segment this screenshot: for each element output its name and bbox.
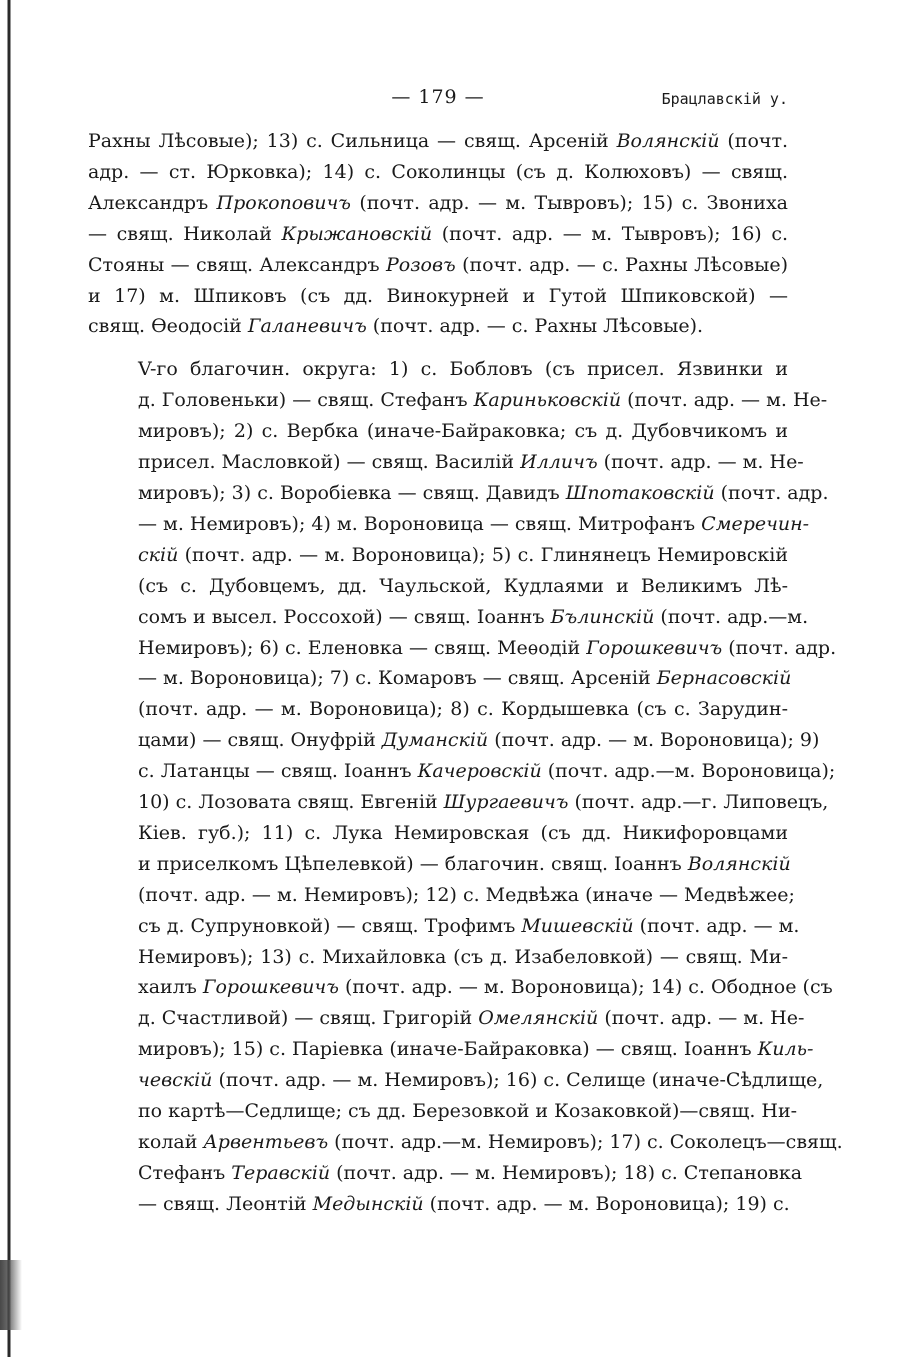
text-segment: Александръ [88,191,217,214]
paragraph [88,126,788,342]
text-segment: — м. Немировъ); 4) м. Вороновица — свящ. Митрофанъ [138,512,702,535]
person-surname: Мишевскій [521,914,634,937]
text-line [88,880,795,911]
text-segment: и 17) м. Шпиковъ (съ дд. Винокурней и Гутой Шпиковской) — [88,284,788,307]
text-segment: мировъ); 2) с. Вербка (иначе-Байраковка; съ д. Дубовчикомъ и [138,420,788,443]
page-header [88,86,788,116]
text-segment: (почт. адр. — м. Немировъ); 18) с. Степановка [330,1161,803,1184]
text-line [88,478,829,509]
text-segment: по картѣ—Седлище; съ дд. Березовкой и Козаковкой)—свящ. Ни- [138,1100,798,1123]
text-line [88,849,791,880]
text-segment: хаилъ [138,976,203,999]
person-surname: Медынскій [312,1192,424,1215]
person-surname: Киль- [757,1038,814,1061]
person-surname: Галаневичъ [247,315,367,338]
text-segment: Немировъ); 6) с. Еленовка — свящ. Меѳодій [138,636,587,659]
text-line [88,157,788,188]
text-line [88,1034,814,1065]
text-segment: (почт. адр.—м. Немировъ); 17) с. Соколецъ—свящ. [328,1131,843,1153]
text-line [88,942,788,973]
paragraph [88,354,843,1219]
text-segment: (почт. адр. — м. Вороновица); 9) [488,729,820,752]
person-surname: Кариньковскій [473,389,622,412]
text-segment: Кіев. губ.); 11) с. Лука Немировская (съ дд. Никифоровцами [138,821,788,844]
text-line [88,818,788,849]
person-surname: Бернасовскій [656,667,792,690]
person-surname: чевскій [138,1069,213,1092]
text-segment: (почт. адр. — м. Тывровъ); 15) с. Звониха [350,191,789,214]
text-segment: сомъ и высел. Россохой) — свящ. Іоаннъ [138,605,551,628]
person-surname: Шпотаковскій [565,481,715,504]
text-segment: (почт. адр.—м. [654,605,809,628]
page-binding-edge [0,0,22,1357]
text-segment: Немировъ); 13) с. Михайловка (съ д. Изабеловкой) — свящ. Ми- [138,945,788,968]
person-surname: Арвентьевъ [203,1131,329,1153]
text-segment: Стояны — свящ. Александръ [88,253,386,276]
text-line [88,416,788,447]
text-segment: (почт. адр. — м. Немировъ); 16) с. Селище (иначе-Сѣдлище, [212,1069,824,1092]
text-segment: (почт. адр. — м. Не- [621,389,828,412]
body-text [88,126,843,1220]
text-segment: 10) с. Лозовата свящ. Евгеній [138,791,444,814]
person-surname: Омелянскій [478,1007,599,1030]
page-binding-shadow [0,1260,26,1330]
person-surname: Бълинскій [550,605,655,628]
running-head: Брацлавскій у. [661,90,788,108]
text-segment: свящ. Ѳеодосій [88,315,248,338]
text-segment: (почт. адр. [714,481,829,504]
text-segment: (почт. адр. — м. Не- [598,1007,805,1030]
text-segment: Стефанъ [138,1161,232,1184]
text-line [88,1127,843,1158]
text-segment: (почт. адр.—м. Вороновица); [541,760,836,783]
text-segment: — свящ. Николай [88,222,282,245]
text-line [88,281,788,312]
person-surname: Шургаевичъ [443,791,569,814]
text-segment: (почт. адр. — м. [633,914,800,937]
person-surname: Смеречин- [701,512,810,535]
person-surname: Качеровскій [417,760,542,783]
text-segment: (почт. адр. — м. Вороновица); 14) с. Ободное (съ [338,976,833,999]
text-segment: (почт. адр. — м. Тывровъ); 16) с. [432,222,788,245]
text-segment: колай [138,1131,204,1153]
text-segment: (почт. адр. — с. Рахны Лѣсовые). [366,315,704,338]
text-line [88,1065,824,1096]
text-segment: присел. Масловкой) — свящ. Василій [138,451,521,474]
text-line [88,540,788,571]
text-line [88,1189,788,1220]
text-line [88,447,804,478]
text-line [88,1003,805,1034]
person-surname: Прокоповичъ [216,191,351,214]
text-segment: (почт. адр.—г. Липовецъ, [568,791,829,814]
text-segment: Рахны Лѣсовые); 13) с. Сильница — свящ. Арсеній [88,130,617,152]
text-segment: (почт. адр. — с. Рахны Лѣсовые) [455,253,788,276]
text-line [88,972,833,1003]
text-line [88,571,788,602]
text-line [88,126,788,157]
text-segment: мировъ); 15) с. Паріевка (иначе-Байраковка) — свящ. Іоаннъ [138,1038,758,1061]
text-segment: (почт. адр. — м. Вороновица); 5) с. Глинянецъ Немировскій [178,543,788,566]
text-segment: (почт. адр. — м. Вороновица); 8) с. Кордышевка (съ с. Зарудин- [138,698,788,721]
person-surname: Горошкевичъ [586,636,723,659]
text-line [88,354,788,385]
text-segment: V-го благочин. округа: 1) с. Бобловъ (съ присел. Язвинки и [138,358,788,381]
text-segment: д. Счастливой) — свящ. Григорій [138,1007,479,1030]
person-surname: Волянскій [687,852,791,875]
text-line [88,694,788,725]
person-surname: Розовъ [385,253,456,276]
person-surname: Крыжановскій [281,222,433,245]
text-segment: адр. — ст. Юрковка); 14) с. Соколинцы (съ д. Колюховъ) — свящ. [88,160,788,183]
text-line [88,250,788,281]
text-line [88,633,837,664]
text-segment: мировъ); 3) с. Воробіевка — свящ. Давидъ [138,481,566,504]
text-line [88,663,792,694]
text-segment: д. Головеньки) — свящ. Стефанъ [138,389,474,412]
text-line [88,911,800,942]
text-line [88,602,809,633]
text-line [88,311,788,342]
text-segment: с. Латанцы — свящ. Іоаннъ [138,760,418,783]
text-segment: цами) — свящ. Онуфрій [138,729,382,752]
text-segment: (почт. адр. — м. Немировъ); 12) с. Медвѣжа (иначе — Медвѣжее; [138,883,795,906]
text-segment: съ д. Супруновкой) — свящ. Трофимъ [138,914,522,937]
text-line [88,1096,798,1127]
text-segment: и приселкомъ Цѣпелевкой) — благочин. свящ. Іоаннъ [138,852,688,875]
text-line [88,787,829,818]
text-segment: (съ с. Дубовцемъ, дд. Чаульской, Кудлаями и Великимъ Лѣ- [138,574,788,597]
text-line [88,188,788,219]
text-segment: (почт. адр. — м. Не- [597,451,804,474]
text-line [88,509,810,540]
person-surname: Теравскій [231,1161,331,1184]
text-line [88,385,828,416]
person-surname: Думанскій [381,729,489,752]
text-line [88,725,820,756]
page-number: — 179 — [391,86,485,108]
text-line [88,756,836,787]
text-segment: — свящ. Леонтій [138,1192,313,1215]
text-line [88,1158,803,1189]
text-line [88,219,788,250]
text-segment: (почт. [719,130,788,152]
person-surname: скій [138,543,179,566]
person-surname: Илличъ [520,451,598,474]
text-segment: (почт. адр. — м. Вороновица); 19) с. [423,1192,790,1215]
text-segment: — м. Вороновица); 7) с. Комаровъ — свящ. Арсеній [138,667,657,690]
person-surname: Волянскій [616,130,720,152]
text-segment: (почт. адр. [722,636,837,659]
person-surname: Горошкевичъ [202,976,339,999]
